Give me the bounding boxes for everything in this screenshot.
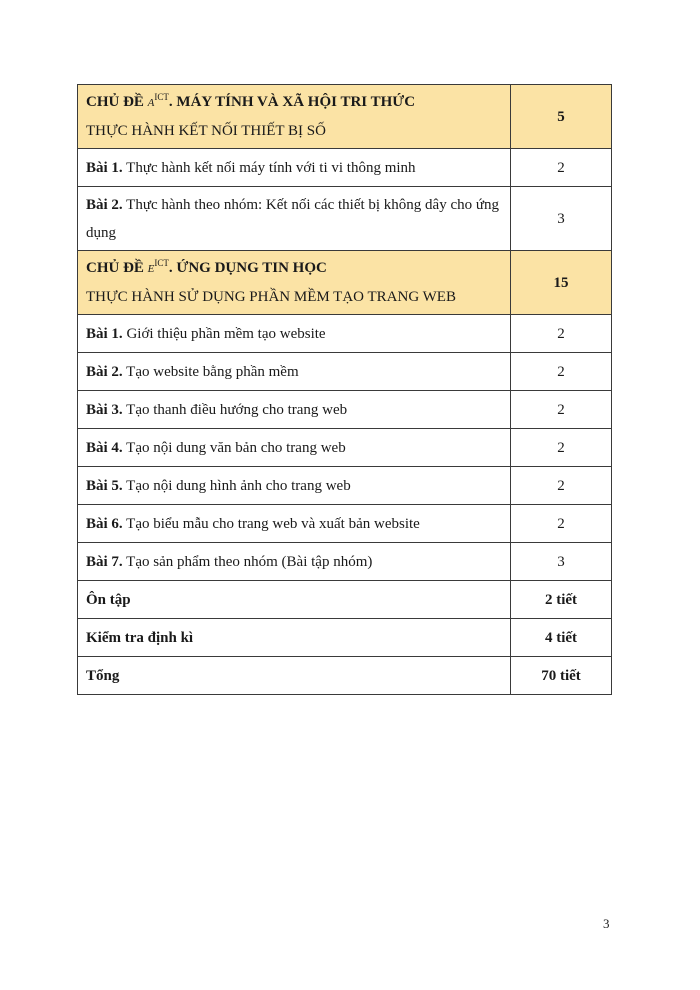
- summary-label: Ôn tập: [78, 581, 511, 619]
- topic-subtitle: THỰC HÀNH SỬ DỤNG PHẦN MỀM TẠO TRANG WEB: [86, 289, 456, 305]
- lesson-row: [78, 391, 612, 429]
- curriculum-table: [77, 84, 612, 695]
- lesson-periods: 2: [511, 391, 612, 429]
- lesson-title: Bài 6. Tạo biểu mẫu cho trang web và xuất bản website: [78, 505, 511, 543]
- summary-label: Kiểm tra định kì: [78, 619, 511, 657]
- summary-row-exam: [78, 619, 612, 657]
- topic-total: 15: [511, 251, 612, 315]
- lesson-periods: 2: [511, 429, 612, 467]
- topic-total: 5: [511, 85, 612, 149]
- topic-cell: [78, 251, 511, 315]
- topic-row: [78, 85, 612, 149]
- summary-row-review: [78, 581, 612, 619]
- lesson-periods: 3: [511, 187, 612, 251]
- summary-value: 4 tiết: [511, 619, 612, 657]
- lesson-row: [78, 315, 612, 353]
- lesson-periods: 3: [511, 543, 612, 581]
- lesson-title: Bài 1. Thực hành kết nối máy tính với ti vi thông minh: [78, 149, 511, 187]
- lesson-title: Bài 2. Thực hành theo nhóm: Kết nối các thiết bị không dây cho ứng dụng: [78, 187, 511, 251]
- lesson-row: [78, 467, 612, 505]
- lesson-title: Bài 5. Tạo nội dung hình ảnh cho trang web: [78, 467, 511, 505]
- lesson-row: [78, 353, 612, 391]
- lesson-title: Bài 3. Tạo thanh điều hướng cho trang web: [78, 391, 511, 429]
- summary-label: Tổng: [78, 657, 511, 695]
- lesson-row: [78, 187, 612, 251]
- lesson-title: Bài 7. Tạo sản phẩm theo nhóm (Bài tập nhóm): [78, 543, 511, 581]
- lesson-periods: 2: [511, 505, 612, 543]
- lesson-title: Bài 2. Tạo website bằng phần mềm: [78, 353, 511, 391]
- topic-cell: [78, 85, 511, 149]
- topic-title: CHỦ ĐỀ $E^{ICT}$. ỨNG DỤNG TIN HỌC: [86, 258, 327, 276]
- lesson-periods: 2: [511, 353, 612, 391]
- lesson-periods: 2: [511, 467, 612, 505]
- lesson-row: [78, 429, 612, 467]
- summary-value: 70 tiết: [511, 657, 612, 695]
- topic-title: CHỦ ĐỀ $A^{ICT}$. MÁY TÍNH VÀ XÃ HỘI TRI THỨC: [86, 92, 416, 110]
- lesson-title: Bài 4. Tạo nội dung văn bản cho trang web: [78, 429, 511, 467]
- summary-value: 2 tiết: [511, 581, 612, 619]
- lesson-row: [78, 505, 612, 543]
- topic-subtitle: THỰC HÀNH KẾT NỐI THIẾT BỊ SỐ: [86, 123, 326, 139]
- lesson-title: Bài 1. Giới thiệu phần mềm tạo website: [78, 315, 511, 353]
- topic-row: [78, 251, 612, 315]
- summary-row-total: [78, 657, 612, 695]
- page-number: 3: [603, 916, 610, 931]
- lesson-periods: 2: [511, 315, 612, 353]
- lesson-row: [78, 149, 612, 187]
- lesson-periods: 2: [511, 149, 612, 187]
- lesson-row: [78, 543, 612, 581]
